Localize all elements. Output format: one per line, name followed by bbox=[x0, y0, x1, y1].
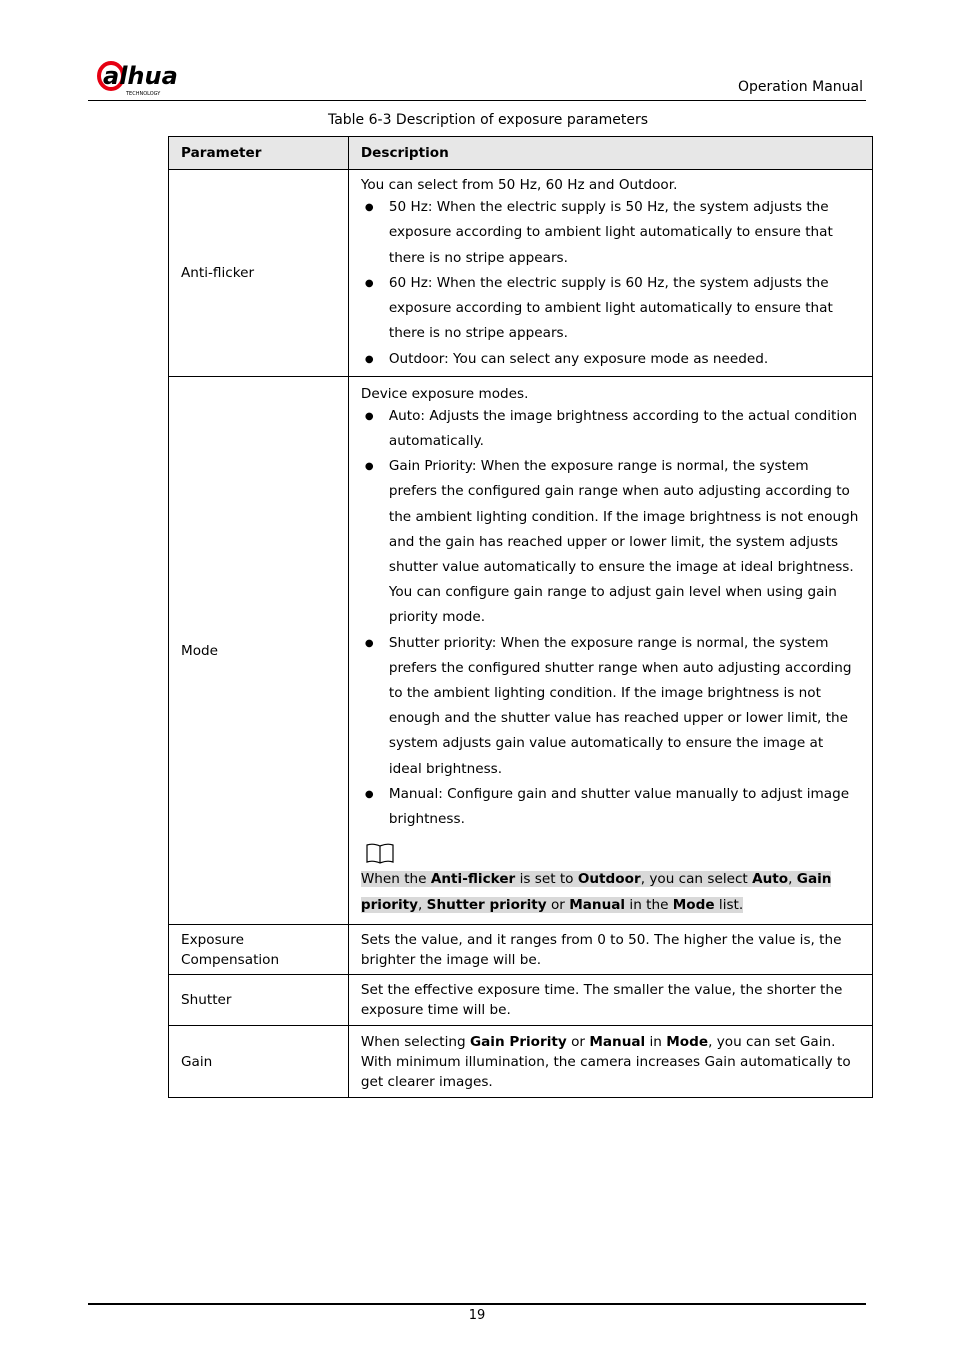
svg-text:TECHNOLOGY: TECHNOLOGY bbox=[126, 91, 161, 97]
parameter-name: Anti-flicker bbox=[169, 170, 349, 377]
list-item: ● Gain Priority: When the exposure range is normal, the system prefers the configured gain range when auto adjusting according to the ambient lighting condition. If the image brightness is not enough and the gain has reached upper or lower limit, the system adjusts shutter value automatically to ensure the image at ideal brightness. You can configure gain range to adjust gain level when using gain priority mode. bbox=[361, 454, 860, 630]
parameter-name: Shutter bbox=[169, 975, 349, 1026]
parameter-description: Sets the value, and it ranges from 0 to 50. The higher the value is, the brighter the image will be. bbox=[348, 925, 872, 975]
table-row-gain bbox=[169, 1026, 873, 1098]
page-number: 19 bbox=[468, 1308, 486, 1323]
dahua-logo bbox=[96, 58, 206, 98]
document-title: Operation Manual bbox=[738, 79, 863, 95]
book-note-icon bbox=[365, 842, 395, 864]
list-item: ● 50 Hz: When the electric supply is 50 Hz, the system adjusts the exposure according to ambient light automatically to ensure that there is no stripe appears. bbox=[361, 195, 860, 271]
list-item: ● Outdoor: You can select any exposure mode as needed. bbox=[361, 347, 860, 372]
exposure-parameters-table bbox=[168, 136, 873, 1098]
parameter-name: Exposure Compensation bbox=[169, 925, 349, 975]
list-item: ● 60 Hz: When the electric supply is 60 Hz, the system adjusts the exposure according to ambient light automatically to ensure that there is no stripe appears. bbox=[361, 271, 860, 347]
table-row-shutter bbox=[169, 975, 873, 1026]
svg-text:alhua: alhua bbox=[103, 62, 178, 90]
description-lead: Device exposure modes. bbox=[360, 385, 529, 402]
footer-divider bbox=[88, 1303, 866, 1305]
description-lead: You can select from 50 Hz, 60 Hz and Outdoor. bbox=[360, 177, 678, 194]
parameter-description bbox=[348, 170, 872, 377]
list-item: ● Shutter priority: When the exposure range is normal, the system prefers the configured shutter range when auto adjusting according to the ambient lighting condition. If the image brightness is not enough and the shutter value has reached upper or lower limit, the system adjusts gain value automatically to ensure the image at ideal brightness. bbox=[361, 631, 860, 782]
parameter-description: When selecting Gain Priority or Manual in Mode, you can set Gain. With minimum illumination, the camera increases Gain automatically to get clearer images. bbox=[348, 1026, 872, 1098]
parameter-description bbox=[348, 377, 872, 925]
list-item: ● Auto: Adjusts the image brightness according to the actual condition automatically. bbox=[361, 404, 860, 454]
parameter-description: Set the effective exposure time. The smaller the value, the shorter the exposure time will be. bbox=[348, 975, 872, 1026]
table-row-mode bbox=[169, 377, 873, 925]
note-text: When the Anti-flicker is set to Outdoor, you can select Auto, Gain priority, Shutter priority or Manual in the Mode list. bbox=[360, 871, 832, 914]
table-header-row bbox=[169, 137, 873, 170]
bullet-list bbox=[361, 195, 860, 371]
list-item: ● Manual: Configure gain and shutter value manually to adjust image brightness. bbox=[361, 782, 860, 832]
parameter-column-header: Parameter bbox=[169, 137, 349, 170]
parameter-name: Mode bbox=[169, 377, 349, 925]
parameter-name: Gain bbox=[169, 1026, 349, 1098]
header-divider bbox=[88, 100, 866, 101]
bullet-list bbox=[361, 404, 860, 832]
table-row-exposure-compensation bbox=[169, 925, 873, 975]
description-column-header: Description bbox=[348, 137, 872, 170]
table-row-anti-flicker bbox=[169, 170, 873, 377]
table-caption: Table 6-3 Description of exposure parameters bbox=[327, 112, 649, 128]
